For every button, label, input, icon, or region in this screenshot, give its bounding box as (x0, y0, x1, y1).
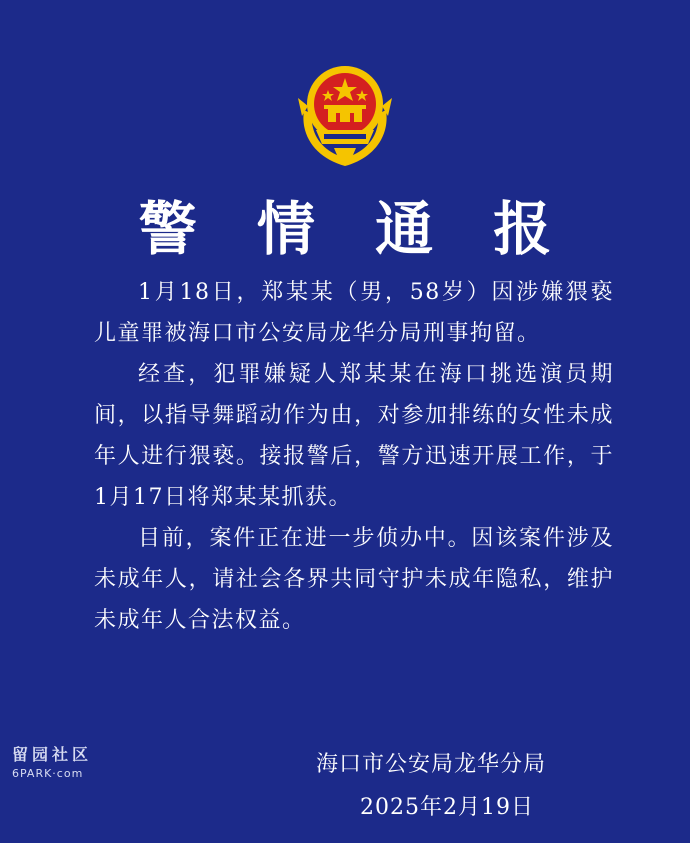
paragraph-3: 目前，案件正在进一步侦办中。因该案件涉及未成年人，请社会各界共同守护未成年隐私，维护未成年人合法权益。 (94, 526, 614, 633)
page-title: 警 情 通 报 (138, 195, 572, 263)
report-body (94, 272, 614, 641)
paragraph-1: 1月18日，郑某某（男，58岁）因涉嫌猥亵儿童罪被海口市公安局龙华分局刑事拘留。 (94, 280, 614, 346)
watermark-en: 6PARK·com (12, 767, 84, 780)
issuing-authority: 海口市公安局龙华分局 (316, 752, 547, 777)
issue-date: 2025年2月19日 (360, 795, 534, 820)
paragraph-2: 经查，犯罪嫌疑人郑某某在海口挑选演员期间，以指导舞蹈动作为由，对参加排练的女性未成年人进行猥亵。接报警后，警方迅速开展工作，于1月17日将郑某某抓获。 (94, 362, 614, 510)
watermark (12, 742, 92, 780)
police-emblem-icon (294, 58, 396, 170)
watermark-cn: 留园社区 (12, 745, 93, 764)
